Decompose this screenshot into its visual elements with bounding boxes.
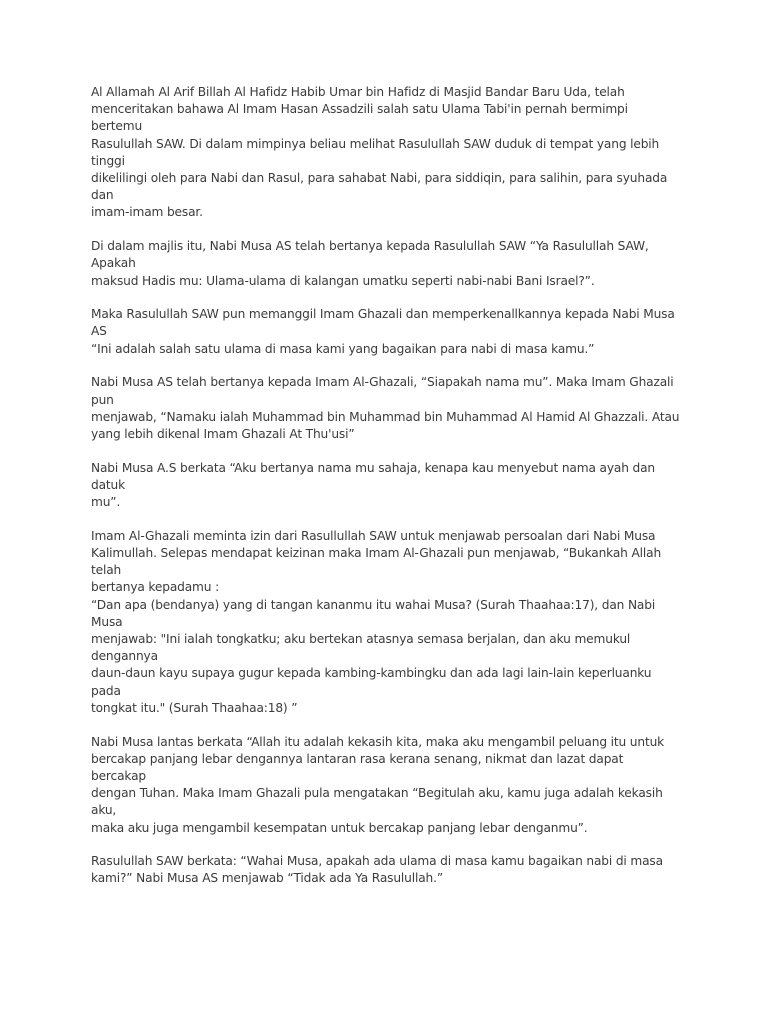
paragraph-3: Maka Rasulullah SAW pun memanggil Imam Ghazali dan memperkenallkannya kepada Nabi Musa AS “Ini adalah salah satu ulama di masa kami yang bagaikan para nabi di masa kamu.” (91, 307, 675, 356)
paragraph-2: Di dalam majlis itu, Nabi Musa AS telah bertanya kepada Rasulullah SAW “Ya Rasulullah SAW, Apakah maksud Hadis mu: Ulama-ulama di kalangan umatku seperti nabi-nabi Bani Israel?”. (91, 239, 649, 288)
paragraph-1: Al Allamah Al Arif Billah Al Hafidz Habib Umar bin Hafidz di Masjid Bandar Baru Uda, telah menceritakan bahawa Al Imam Hasan Assadzili salah satu Ulama Tabi'in pernah bermimpi bertemu Rasulullah SAW. Di dalam mimpinya beliau melihat Rasulullah SAW duduk di tempat yang lebih tinggi dikelilingi oleh para Nabi dan Rasul, para sahabat Nabi, para siddiqin, para salihin, para syuhada dan imam-imam besar. (91, 85, 668, 220)
paragraph-7: Nabi Musa lantas berkata “Allah itu adalah kekasih kita, maka aku mengambil peluang itu untuk bercakap panjang lebar dengannya lantaran rasa kerana senang, nikmat dan lazat dapat bercakap dengan Tuhan. Maka Imam Ghazali pula mengatakan “Begitulah aku, kamu juga adalah kekasih aku, maka aku juga mengambil kesempatan untuk bercakap panjang lebar denganmu”. (91, 734, 665, 835)
paragraph-4: Nabi Musa AS telah bertanya kepada Imam Al-Ghazali, “Siapakah nama mu”. Maka Imam Ghazali pun menjawab, “Namaku ialah Muhammad bin Muhammad bin Muhammad Al Hamid Al Ghazzali. Atau yang lebih dikenal Imam Ghazali At Thu'usi” (91, 375, 680, 441)
paragraph-6: Imam Al-Ghazali meminta izin dari Rasullullah SAW untuk menjawab persoalan dari Nabi Musa Kalimullah. Selepas mendapat keizinan maka Imam Al-Ghazali pun menjawab, “Bukankah Allah telah bertanya kepadamu : “Dan apa (bendanya) yang di tangan kananmu itu wahai Musa? (Surah Thaahaa:17), dan Nabi Musa menjawab: "Ini ialah tongkatku; aku bertekan atasnya semasa berjalan, dan aku memukul dengannya daun-daun kayu supaya gugur kepada kambing-kambingku dan ada lagi lain-lain keperluanku pada tongkat itu." (Surah Thaahaa:18) ” (91, 528, 662, 715)
paragraph-5: Nabi Musa A.S berkata “Aku bertanya nama mu sahaja, kenapa kau menyebut nama ayah dan datuk mu”. (91, 460, 655, 510)
paragraph-8: Rasulullah SAW berkata: “Wahai Musa, apakah ada ulama di masa kamu bagaikan nabi di masa kami?” Nabi Musa AS menjawab “Tidak ada Ya Rasulullah.” (91, 854, 663, 886)
document-page (91, 84, 681, 904)
